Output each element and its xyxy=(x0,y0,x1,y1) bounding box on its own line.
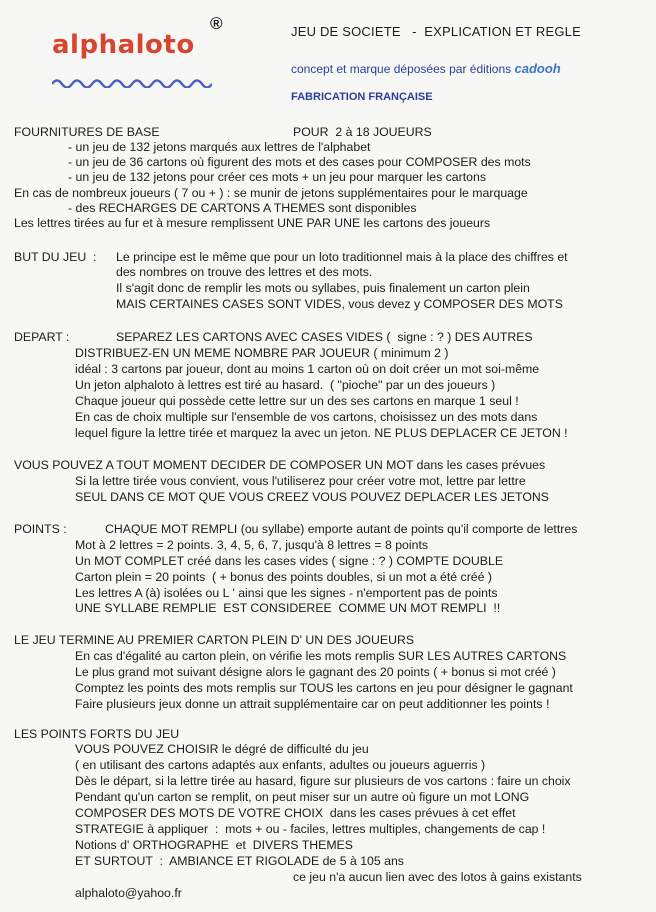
fabrication-label: FABRICATION FRANÇAISE xyxy=(291,91,433,103)
header-concept xyxy=(291,61,561,76)
forts-line: Pendant qu'un carton se remplit, on peut miser sur un autre où figure un mot LONG xyxy=(75,790,530,804)
forts-heading: LES POINTS FORTS DU JEU xyxy=(14,727,180,741)
alphaloto-logo: alphaloto xyxy=(52,30,195,60)
depart-line: Un jeton alphaloto à lettres est tiré au hasard. ( "pioche" par un des joueurs ) xyxy=(75,378,496,392)
forts-line: Dès le départ, si la lettre tirée au hasard, figure sur plusieurs de vos cartons : faire un choix xyxy=(75,774,571,788)
depart-first: SEPAREZ LES CARTONS AVEC CASES VIDES ( signe : ? ) DES AUTRES xyxy=(116,330,533,344)
fournitures-extra: En cas de nombreux joueurs ( 7 ou + ) : se munir de jetons supplémentaires pour le marquage xyxy=(14,186,528,200)
fin-line: Le plus grand mot suivant désigne alors le gagnant des 20 points ( + bonus si mot créé ) xyxy=(75,665,556,679)
depart-line: En cas de choix multiple sur l'ensemble de vos cartons, choisissez un des mots dans xyxy=(75,410,538,424)
registered-mark: ® xyxy=(210,14,223,33)
depart-heading: DEPART : xyxy=(14,330,70,344)
points-line: Carton plein = 20 points ( + bonus des points doubles, si un mot a été créé ) xyxy=(75,570,492,584)
composer-line: SEUL DANS CE MOT QUE VOUS CREEZ VOUS POUVEZ DEPLACER LES JETONS xyxy=(75,490,549,504)
forts-line: ET SURTOUT : AMBIANCE ET RIGOLADE de 5 à 105 ans xyxy=(75,854,404,868)
points-first: CHAQUE MOT REMPLI (ou syllabe) emporte autant de points qu'il comporte de lettres xyxy=(105,522,578,536)
but-line: Il s'agit donc de remplir les mots ou syllabes, puis finalement un carton plein xyxy=(116,281,530,295)
players-count: POUR 2 à 18 JOUEURS xyxy=(293,125,432,139)
depart-line: idéal : 3 cartons par joueur, dont au moins 1 carton où on doit créer un mot soi-même xyxy=(75,362,540,376)
concept-text: concept et marque déposées par éditions xyxy=(291,62,512,76)
fin-line: Faire plusieurs jeux donne un attrait supplémentaire car on peut additionner les points ! xyxy=(75,697,550,711)
points-line: UNE SYLLABE REMPLIE EST CONSIDEREE COMME UN MOT REMPLI !! xyxy=(75,601,501,615)
fournitures-recharges: - des RECHARGES DE CARTONS A THEMES sont disponibles xyxy=(68,201,417,215)
fournitures-heading: FOURNITURES DE BASE xyxy=(14,125,160,139)
depart-line: DISTRIBUEZ-EN UN MEME NOMBRE PAR JOUEUR ( minimum 2 ) xyxy=(75,346,449,360)
fournitures-item: - un jeu de 36 cartons où figurent des mots et des cases pour COMPOSER des mots xyxy=(68,155,531,169)
points-heading: POINTS : xyxy=(14,522,67,536)
depart-line: Chaque joueur qui possède cette lettre sur un des ses cartons en marque 1 seul ! xyxy=(75,394,519,408)
but-line: Le principe est le même que pour un loto traditionnel mais à la place des chiffres et xyxy=(116,250,568,264)
forts-line: STRATEGIE à appliquer : mots + ou - faciles, lettres multiples, changements de cap ! xyxy=(75,822,546,836)
fin-heading: LE JEU TERMINE AU PREMIER CARTON PLEIN D' UN DES JOUEURS xyxy=(14,633,415,647)
disclaimer: ce jeu n'a aucun lien avec des lotos à gains existants xyxy=(293,870,582,884)
fin-line: En cas d'égalité au carton plein, on vérifie les mots remplis SUR LES AUTRES CARTONS xyxy=(75,649,567,663)
fournitures-item: - un jeu de 132 jetons marqués aux lettres de l'alphabet xyxy=(68,140,371,154)
composer-line: Si la lettre tirée vous convient, vous l'utiliserez pour créer votre mot, lettre par lettre xyxy=(75,474,526,488)
fin-line: Comptez les points des mots remplis sur TOUS les cartons en jeu pour désigner le gagnant xyxy=(75,681,573,695)
contact-email[interactable]: alphaloto@yahoo.fr xyxy=(75,886,182,900)
wave-decoration-icon xyxy=(52,76,212,88)
points-line: Les lettres A (à) isolées ou L ' ainsi que les signes - n'emportent pas de points xyxy=(75,586,498,600)
fournitures-last: Les lettres tirées au fur et à mesure remplissent UNE PAR UNE les cartons des joueurs xyxy=(14,216,491,230)
forts-line: Notions d' ORTHOGRAPHE et DIVERS THEMES xyxy=(75,838,353,852)
fournitures-item: - un jeu de 132 jetons pour créer ces mots + un jeu pour marquer les cartons xyxy=(68,170,486,184)
but-line: MAIS CERTAINES CASES SONT VIDES, vous devez y COMPOSER DES MOTS xyxy=(116,297,563,311)
forts-line: VOUS POUVEZ CHOISIR le dégré de difficulté du jeu xyxy=(75,742,369,756)
forts-line: COMPOSER DES MOTS DE VOTRE CHOIX dans les cases prévues à cet effet xyxy=(75,806,516,820)
composer-heading: VOUS POUVEZ A TOUT MOMENT DECIDER DE COMPOSER UN MOT dans les cases prévues xyxy=(14,458,546,472)
points-line: Mot à 2 lettres = 2 points. 3, 4, 5, 6, 7, jusqu'à 8 lettres = 8 points xyxy=(75,538,429,552)
header-title: JEU DE SOCIETE - EXPLICATION ET REGLE xyxy=(291,24,581,39)
but-line: des nombres on trouve des lettres et des mots. xyxy=(116,265,373,279)
forts-line: ( en utilisant des cartons adaptés aux enfants, adultes ou joueurs aguerris ) xyxy=(75,758,486,772)
points-line: Un MOT COMPLET créé dans les cases vides ( signe : ? ) COMPTE DOUBLE xyxy=(75,554,504,568)
brand-name: cadooh xyxy=(514,61,561,76)
depart-line: lequel figure la lettre tirée et marquez la avec un jeton. NE PLUS DEPLACER CE JETON ! xyxy=(75,426,568,440)
but-heading: BUT DU JEU : xyxy=(14,250,97,264)
